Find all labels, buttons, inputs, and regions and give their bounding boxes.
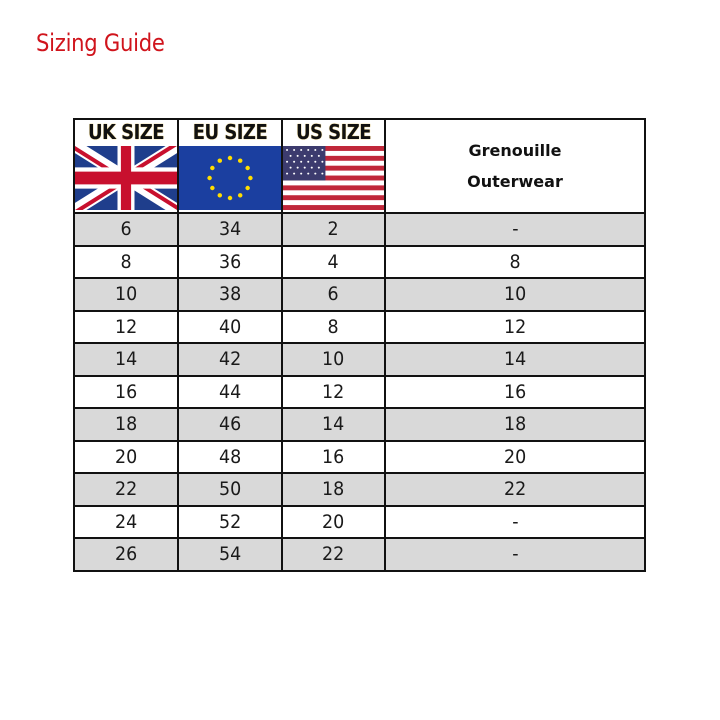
size-chart-table [73, 118, 646, 572]
cell-value: 34 [218, 218, 242, 241]
cell-brand [385, 473, 645, 506]
table-row [74, 246, 645, 279]
cell-value: 8 [327, 315, 340, 338]
cell-value: 38 [218, 283, 242, 306]
cell-value: 26 [114, 543, 138, 566]
cell-value: - [511, 510, 519, 533]
cell-uk [74, 408, 178, 441]
cell-eu [178, 278, 282, 311]
cell-us [282, 506, 385, 539]
cell-value: 16 [322, 445, 345, 468]
header-eu-size [178, 119, 282, 213]
cell-value: 12 [114, 315, 138, 338]
cell-us [282, 213, 385, 246]
cell-eu [178, 506, 282, 539]
header-brand [385, 119, 645, 213]
brand-name-line2: Outerwear [467, 172, 563, 191]
header-uk-size [74, 119, 178, 213]
brand-name-line1: Grenouille [468, 141, 562, 160]
cell-eu [178, 376, 282, 409]
cell-brand [385, 538, 645, 571]
cell-value: 4 [327, 250, 340, 273]
cell-us [282, 408, 385, 441]
cell-value: 20 [322, 510, 345, 533]
cell-uk [74, 213, 178, 246]
table-row [74, 408, 645, 441]
cell-brand [385, 343, 645, 376]
cell-brand [385, 213, 645, 246]
us-flag-icon [283, 146, 384, 210]
header-label: US SIZE [295, 120, 372, 144]
cell-eu [178, 246, 282, 279]
table-row [74, 376, 645, 409]
cell-value: 8 [120, 250, 132, 273]
cell-value: 42 [218, 348, 242, 371]
cell-value: 20 [114, 445, 138, 468]
cell-value: - [511, 218, 519, 241]
cell-value: 22 [322, 543, 345, 566]
cell-value: 10 [114, 283, 138, 306]
cell-us [282, 311, 385, 344]
cell-value: 50 [218, 478, 242, 501]
cell-value: 14 [503, 348, 527, 371]
cell-us [282, 441, 385, 474]
cell-uk [74, 311, 178, 344]
cell-value: 54 [218, 543, 242, 566]
cell-value: 46 [218, 413, 242, 436]
cell-uk [74, 376, 178, 409]
cell-eu [178, 473, 282, 506]
cell-eu [178, 311, 282, 344]
cell-value: 22 [503, 478, 527, 501]
cell-value: 16 [114, 380, 138, 403]
cell-value: 14 [114, 348, 138, 371]
cell-value: 18 [322, 478, 345, 501]
cell-value: 10 [322, 348, 345, 371]
cell-brand [385, 408, 645, 441]
header-label: EU SIZE [192, 120, 268, 144]
table-row [74, 213, 645, 246]
cell-value: 18 [503, 413, 527, 436]
cell-value: 48 [218, 445, 242, 468]
cell-us [282, 473, 385, 506]
cell-value: 14 [322, 413, 345, 436]
cell-eu [178, 538, 282, 571]
cell-value: 20 [503, 445, 527, 468]
cell-value: 6 [120, 218, 132, 241]
cell-value: 52 [218, 510, 242, 533]
header-label: UK SIZE [87, 120, 165, 144]
cell-uk [74, 473, 178, 506]
cell-value: 16 [503, 380, 527, 403]
table-row [74, 473, 645, 506]
cell-value: 18 [114, 413, 138, 436]
cell-brand [385, 311, 645, 344]
cell-brand [385, 506, 645, 539]
header-us-size [282, 119, 385, 213]
cell-eu [178, 441, 282, 474]
cell-us [282, 343, 385, 376]
cell-eu [178, 408, 282, 441]
cell-value: 22 [114, 478, 138, 501]
cell-brand [385, 246, 645, 279]
cell-us [282, 278, 385, 311]
cell-eu [178, 213, 282, 246]
cell-value: 44 [218, 380, 242, 403]
cell-value: 6 [327, 283, 340, 306]
cell-uk [74, 246, 178, 279]
cell-uk [74, 506, 178, 539]
cell-eu [178, 343, 282, 376]
cell-uk [74, 343, 178, 376]
table-row [74, 538, 645, 571]
cell-value: 2 [327, 218, 340, 241]
cell-value: 12 [503, 315, 527, 338]
cell-uk [74, 441, 178, 474]
cell-brand [385, 278, 645, 311]
cell-value: 10 [503, 283, 527, 306]
cell-value: - [511, 543, 519, 566]
cell-value: 8 [509, 250, 521, 273]
eu-flag-icon [179, 146, 281, 210]
cell-uk [74, 538, 178, 571]
cell-uk [74, 278, 178, 311]
cell-us [282, 246, 385, 279]
table-row [74, 311, 645, 344]
cell-brand [385, 441, 645, 474]
cell-us [282, 376, 385, 409]
table-row [74, 506, 645, 539]
table-row [74, 441, 645, 474]
cell-brand [385, 376, 645, 409]
cell-value: 12 [322, 380, 345, 403]
uk-flag-icon [75, 146, 177, 210]
cell-value: 24 [114, 510, 138, 533]
cell-us [282, 538, 385, 571]
table-row [74, 343, 645, 376]
cell-value: 36 [218, 250, 242, 273]
page-title: Sizing Guide [36, 29, 165, 57]
cell-value: 40 [218, 315, 242, 338]
table-row [74, 278, 645, 311]
